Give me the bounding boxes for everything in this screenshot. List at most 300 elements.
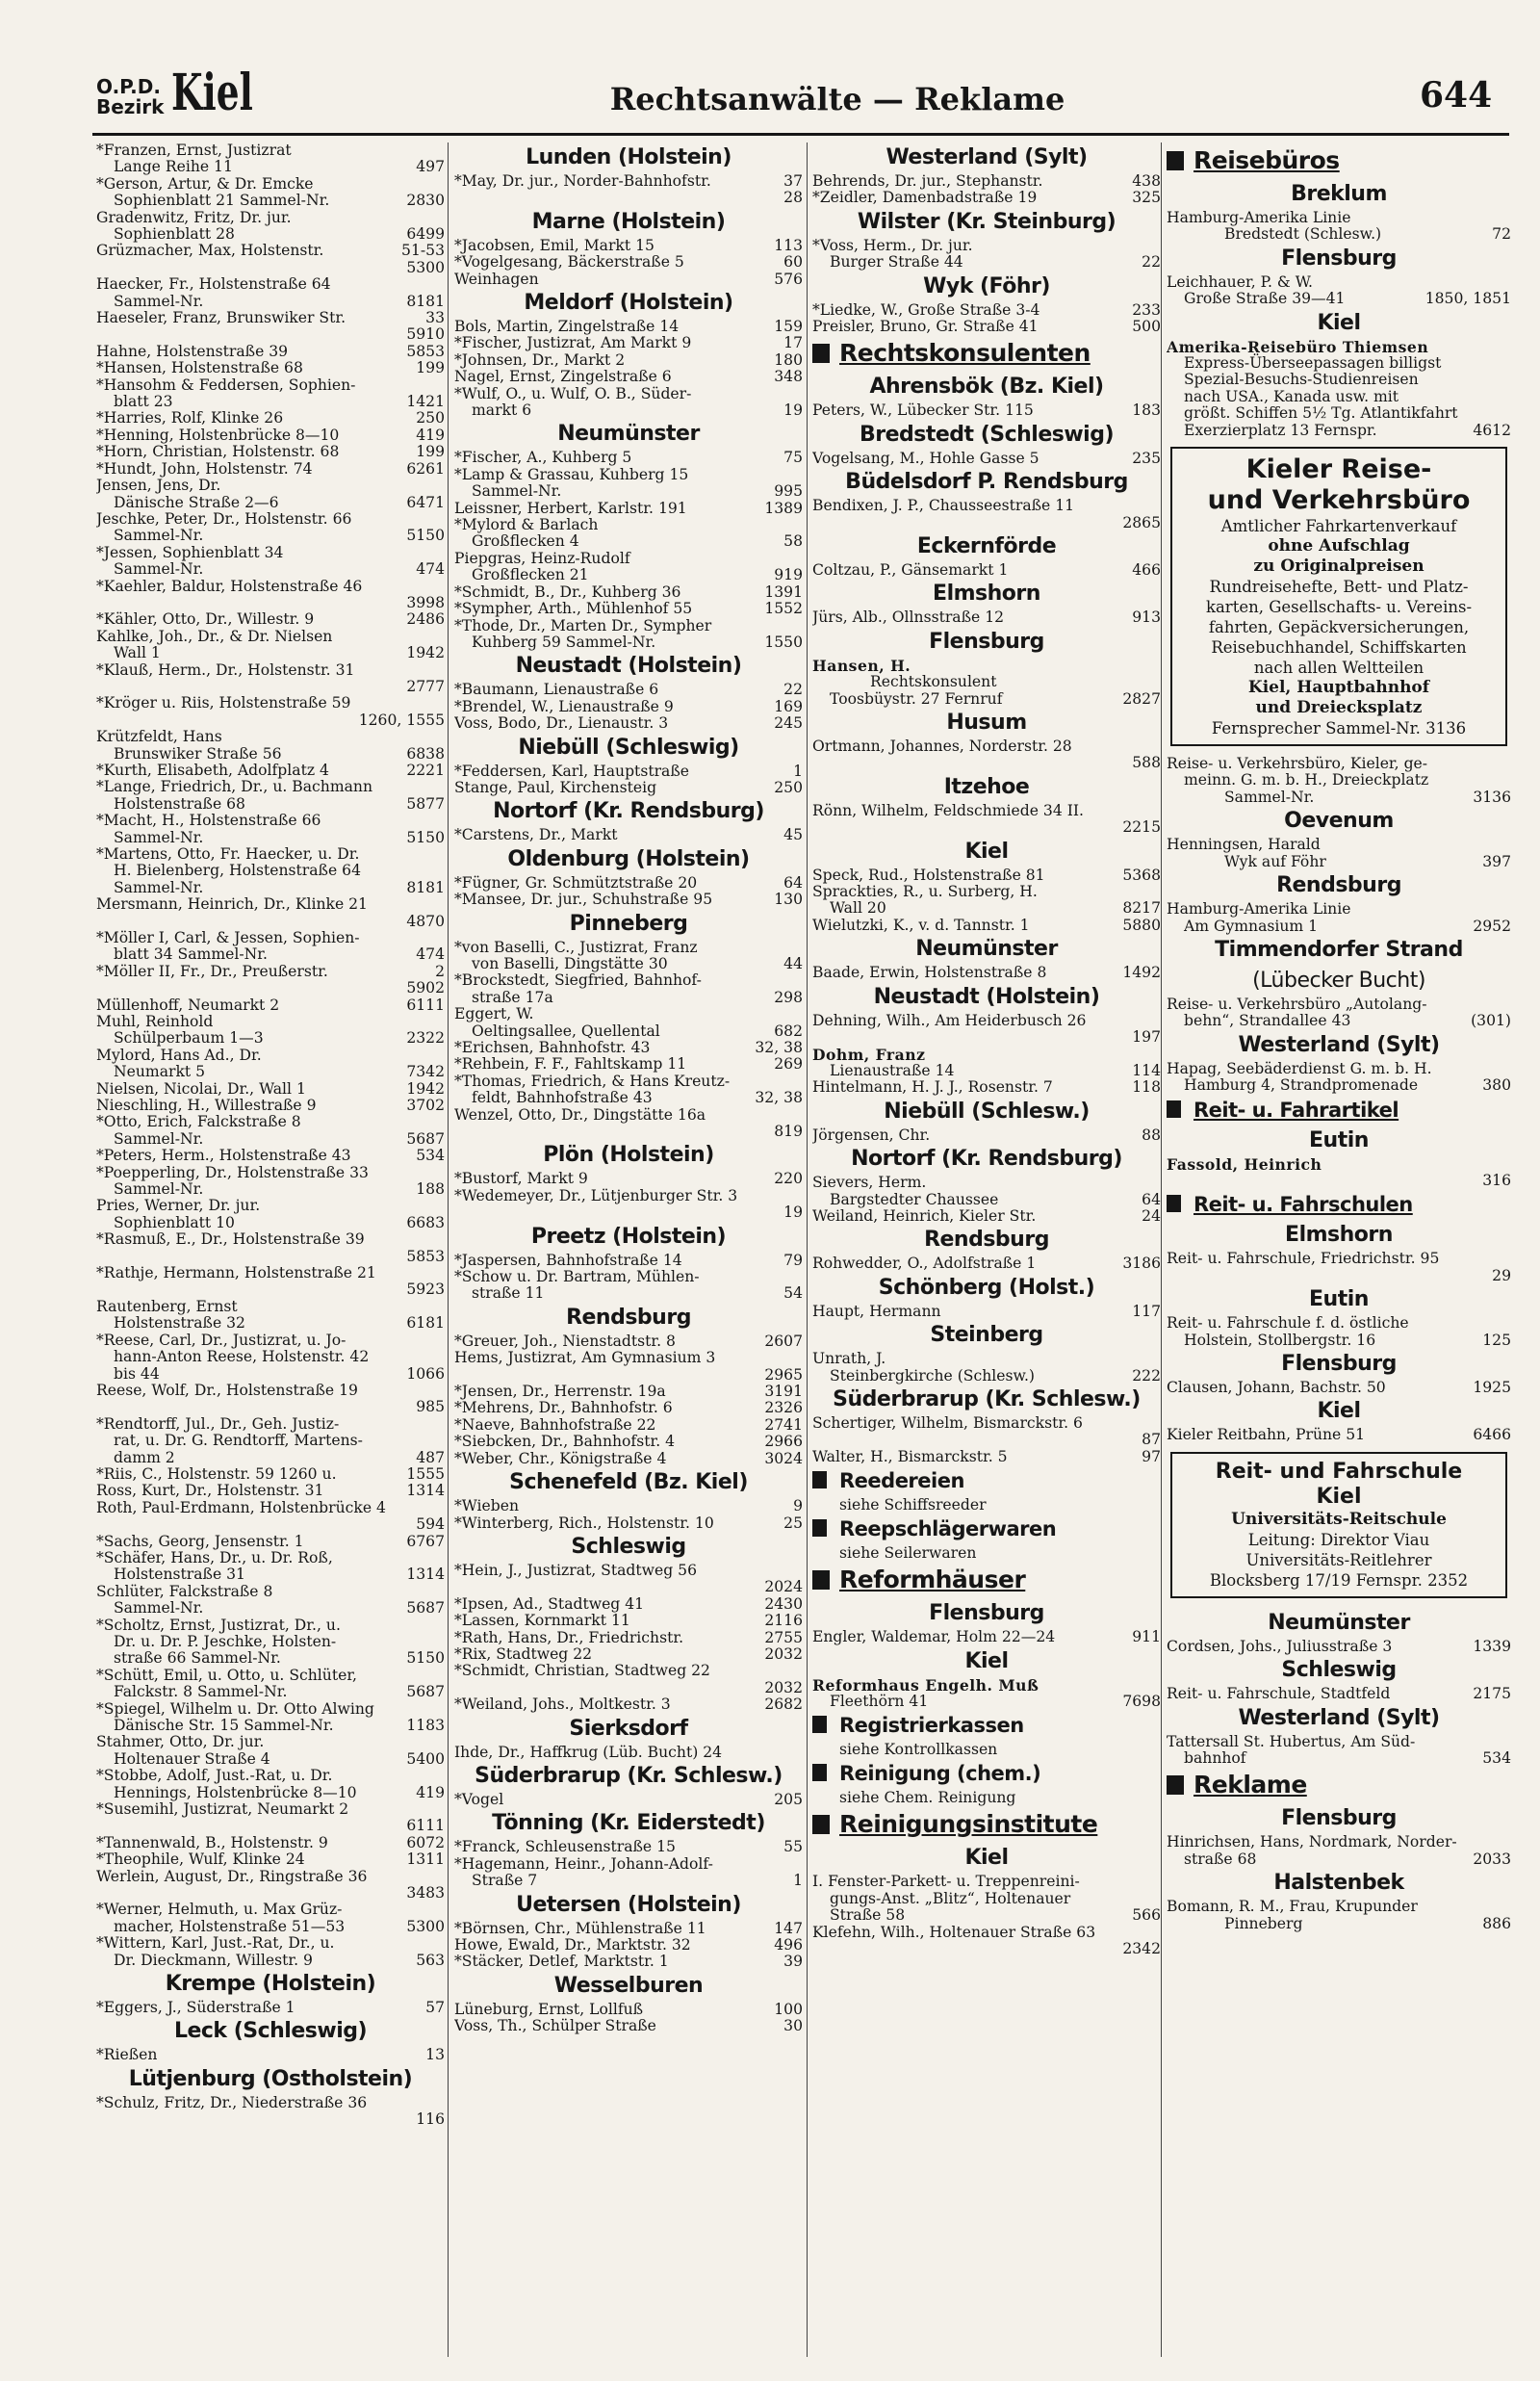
listing-entry xyxy=(812,1941,1161,1957)
listing-entry xyxy=(454,1417,803,1434)
entry-name: *Reese, Carl, Dr., Justizrat, u. Jo- xyxy=(96,1331,346,1349)
entry-phone: 7698 xyxy=(1122,1692,1161,1710)
listing-entry xyxy=(812,965,1161,981)
see-reference: siehe Seilerwaren xyxy=(839,1544,977,1563)
entry-name: von Baselli, Dingstätte 30 xyxy=(472,954,668,972)
town-name: Nortorf (Kr. Rendsburg) xyxy=(493,799,764,824)
entry-name: *Baumann, Lienaustraße 6 xyxy=(454,681,659,699)
town-heading xyxy=(454,419,803,450)
entry-name: macher, Holstenstraße 51—53 xyxy=(114,1917,346,1935)
town-heading xyxy=(454,1761,803,1792)
entry-phone: 188 xyxy=(416,1180,445,1199)
listing-entry xyxy=(454,780,803,796)
listing-entry xyxy=(96,1231,445,1248)
town-name: Schleswig xyxy=(1281,1658,1397,1683)
category-heading xyxy=(1167,142,1511,179)
listing-entry xyxy=(454,715,803,732)
entry-phone: 2682 xyxy=(764,1695,803,1714)
entry-name: *Susemihl, Justizrat, Neumarkt 2 xyxy=(96,1800,349,1819)
entry-name: feldt, Bahnhofstraße 43 xyxy=(472,1089,653,1107)
entry-name: Dohm, Franz xyxy=(812,1045,926,1064)
town-name: Plön (Holstein) xyxy=(543,1143,714,1168)
entry-name: Sammel-Nr. xyxy=(114,878,204,896)
entry-name: *Greuer, Joh., Nienstadtstr. 8 xyxy=(454,1332,676,1350)
listing-entry xyxy=(454,1204,803,1221)
listing-entry xyxy=(812,918,1161,934)
town-name: Uetersen (Holstein) xyxy=(516,1892,741,1917)
entry-phone: 118 xyxy=(1132,1078,1161,1097)
entry-name: rat, u. Dr. G. Rendtorff, Martens- xyxy=(114,1432,363,1450)
entry-name: *Poepperling, Dr., Holstenstraße 33 xyxy=(96,1163,369,1181)
town-name: Wyk (Föhr) xyxy=(923,273,1050,298)
listing-entry xyxy=(96,645,445,661)
listing-entry xyxy=(454,1107,803,1124)
ad-line: Rundreisehefte, Bett- und Platz- xyxy=(1209,578,1469,597)
entry-phone: 1942 xyxy=(406,644,445,662)
listing-entry xyxy=(454,875,803,892)
town-heading xyxy=(812,934,1161,965)
entry-name: *Ipsen, Ad., Stadtweg 41 xyxy=(454,1594,645,1613)
entry-phone: 250 xyxy=(774,778,803,796)
listing-entry xyxy=(454,1856,803,1873)
entry-name: *Möller I, Carl, & Jessen, Sophien- xyxy=(96,929,360,946)
town-heading xyxy=(454,1532,803,1563)
listing-entry xyxy=(812,609,1161,626)
entry-name: Haeseler, Franz, Brunswiker Str. xyxy=(96,309,346,327)
entry-name: Klefehn, Wilh., Holtenauer Straße 63 xyxy=(812,1923,1096,1941)
page-title: Rechtsanwälte — Reklame xyxy=(609,81,1065,117)
entry-name: Pries, Werner, Dr. jur. xyxy=(96,1197,261,1215)
entry-phone: 819 xyxy=(774,1123,803,1141)
entry-name: *Schmidt, Christian, Stadtweg 22 xyxy=(454,1662,710,1680)
entry-name: *Rath, Hans, Dr., Friedrichstr. xyxy=(454,1628,684,1646)
listing-entry xyxy=(96,1801,445,1818)
entry-name: *Brendel, W., Lienaustraße 9 xyxy=(454,697,674,715)
entry-name: *Rathje, Hermann, Holstenstraße 21 xyxy=(96,1264,376,1282)
entry-name: Sophienblatt 10 xyxy=(114,1213,235,1231)
entry-name: Dänische Str. 15 Sammel-Nr. xyxy=(114,1717,334,1735)
entry-phone: 1339 xyxy=(1473,1637,1511,1655)
entry-name: straße 11 xyxy=(472,1284,545,1303)
entry-phone: 269 xyxy=(774,1055,803,1074)
listing-entry xyxy=(812,674,1161,690)
entry-name: Jürs, Alb., Ollnsstraße 12 xyxy=(812,608,1005,627)
town-name: Süderbrarup (Kr. Schlesw.) xyxy=(475,1763,783,1788)
entry-phone: 1066 xyxy=(406,1364,445,1383)
entry-name: Sophienblatt 21 Sammel-Nr. xyxy=(114,192,330,210)
listing-entry xyxy=(454,1171,803,1187)
listing-entry xyxy=(454,1006,803,1022)
entry-name: I. Fenster-Parkett- u. Treppenreini- xyxy=(812,1873,1080,1891)
listing-entry xyxy=(812,1432,1161,1448)
entry-phone: 2033 xyxy=(1473,1850,1511,1868)
entry-name: Hems, Justizrat, Am Gymnasium 3 xyxy=(454,1349,716,1367)
entry-phone: 116 xyxy=(416,2110,445,2129)
listing-entry xyxy=(812,755,1161,771)
listing-entry xyxy=(454,1253,803,1269)
category-name: Reinigungsinstitute xyxy=(839,1810,1098,1839)
entry-name: Baade, Erwin, Holstenstraße 8 xyxy=(812,964,1047,982)
listing-entry xyxy=(812,1368,1161,1385)
entry-name: *Jessen, Sophienblatt 34 xyxy=(96,543,284,561)
listing-entry xyxy=(812,254,1161,271)
town-name: Neumünster xyxy=(1268,1610,1410,1635)
listing-entry xyxy=(96,427,445,444)
entry-phone: 588 xyxy=(1132,754,1161,772)
listing-entry xyxy=(96,1315,445,1332)
listing-entry xyxy=(454,386,803,402)
town-name: Timmendorfer Strand xyxy=(1215,937,1463,962)
entry-phone: 419 xyxy=(416,1783,445,1801)
listing-entry xyxy=(1167,1734,1511,1750)
entry-name: *Harries, Rolf, Klinke 26 xyxy=(96,409,284,427)
entry-name: Fassold, Heinrich xyxy=(1167,1154,1322,1174)
entry-phone: 28 xyxy=(783,189,803,207)
entry-phone: 5910 xyxy=(406,325,445,344)
entry-name: Holtenauer Straße 4 xyxy=(114,1749,270,1768)
listing-entry xyxy=(96,276,445,293)
entry-name: Bredstedt (Schlesw.) xyxy=(1224,225,1382,244)
entry-name: *Henning, Holstenbrücke 8—10 xyxy=(96,426,340,444)
entry-name: Sprackties, R., u. Surberg, H. xyxy=(812,883,1038,901)
entry-name: *Börnsen, Chr., Mühlenstraße 11 xyxy=(454,1919,706,1937)
entry-name: *Vogel xyxy=(454,1790,504,1808)
town-heading xyxy=(1167,806,1511,837)
town-heading xyxy=(1167,1284,1511,1315)
town-heading xyxy=(1167,966,1511,996)
entry-name: Coltzau, P., Gänsemarkt 1 xyxy=(812,561,1009,580)
listing-entry xyxy=(96,1148,445,1164)
entry-name: Exerzierplatz 13 Fernspr. xyxy=(1184,421,1377,439)
entry-name: *Stobbe, Adolf, Just.-Rat, u. Dr. xyxy=(96,1767,333,1785)
listing-entry xyxy=(96,1785,445,1801)
entry-name: *Lamp & Grassau, Kuhberg 15 xyxy=(454,465,689,483)
listing-entry xyxy=(96,1851,445,1868)
entry-phone: 6181 xyxy=(406,1314,445,1333)
entry-name: *Schäfer, Hans, Dr., u. Dr. Roß, xyxy=(96,1548,333,1566)
entry-phone: 8181 xyxy=(406,878,445,896)
town-heading xyxy=(96,2016,445,2047)
entry-name: Bendixen, J. P., Chausseestraße 11 xyxy=(812,497,1075,515)
town-name: Halstenbek xyxy=(1273,1871,1404,1896)
column-1 xyxy=(96,142,445,2357)
town-heading xyxy=(812,467,1161,498)
ad-line: Fernsprecher Sammel-Nr. 3136 xyxy=(1211,719,1467,738)
entry-phone: 2032 xyxy=(764,1644,803,1663)
listing-entry xyxy=(812,1192,1161,1208)
entry-phone: 125 xyxy=(1482,1331,1511,1349)
entry-name: *Sachs, Georg, Jensenstr. 1 xyxy=(96,1532,304,1550)
entry-phone: 534 xyxy=(416,1147,445,1165)
town-name: Schenefeld (Bz. Kiel) xyxy=(509,1470,748,1495)
town-heading xyxy=(812,1273,1161,1304)
listing-entry xyxy=(454,1873,803,1889)
entry-phone: 4870 xyxy=(406,912,445,930)
listing-entry xyxy=(454,1124,803,1140)
town-name: Oevenum xyxy=(1284,809,1394,834)
entry-name: bis 44 xyxy=(114,1364,160,1383)
listing-entry xyxy=(96,813,445,829)
town-name: Eckernförde xyxy=(916,534,1057,559)
entry-name: markt 6 xyxy=(472,401,532,420)
entry-phone: 33 xyxy=(425,309,445,327)
entry-name: Ortmann, Johannes, Norderstr. 28 xyxy=(812,738,1072,756)
entry-name: Bomann, R. M., Frau, Krupunder xyxy=(1167,1898,1418,1916)
entry-phone: 114 xyxy=(1132,1061,1161,1079)
listing-entry xyxy=(454,173,803,190)
town-heading xyxy=(1167,1220,1511,1251)
listing-entry xyxy=(1167,389,1511,405)
town-name: Schönberg (Holst.) xyxy=(878,1275,1095,1300)
entry-name: Weiland, Heinrich, Kieler Str. xyxy=(812,1206,1037,1225)
listing-entry xyxy=(454,1646,803,1663)
listing-entry xyxy=(96,193,445,209)
entry-phone: 199 xyxy=(416,359,445,377)
listing-entry xyxy=(454,1680,803,1696)
entry-phone: 245 xyxy=(774,714,803,733)
listing-entry xyxy=(96,695,445,712)
entry-phone: 117 xyxy=(1132,1302,1161,1320)
entry-name: *Fügner, Gr. Schmütztstraße 20 xyxy=(454,873,698,892)
listing-entry xyxy=(96,561,445,578)
town-name: Eutin xyxy=(1309,1127,1369,1152)
entry-name: *Kaehler, Baldur, Holstenstraße 46 xyxy=(96,577,363,595)
listing-entry xyxy=(96,1584,445,1600)
listing-entry xyxy=(1167,355,1511,372)
listing-entry xyxy=(96,1701,445,1718)
listing-entry xyxy=(812,1874,1161,1890)
entry-name: Wenzel, Otto, Dr., Dingstätte 16a xyxy=(454,1105,706,1124)
listing-entry xyxy=(454,1613,803,1629)
ad-title: Kiel xyxy=(1316,1484,1362,1509)
entry-phone: 19 xyxy=(783,1203,803,1222)
entry-name: Stange, Paul, Kirchensteig xyxy=(454,778,657,796)
listing-entry xyxy=(96,495,445,511)
listing-entry xyxy=(454,467,803,483)
entry-phone: 22 xyxy=(1142,253,1161,272)
listing-entry xyxy=(96,1048,445,1064)
listing-entry xyxy=(1167,1380,1511,1396)
listing-entry xyxy=(96,142,445,159)
entry-name: H. Bielenberg, Holstenstraße 64 xyxy=(114,862,361,880)
listing-entry xyxy=(96,1165,445,1181)
entry-name: Rautenberg, Ernst xyxy=(96,1297,238,1315)
entry-phone: 3024 xyxy=(764,1449,803,1467)
listing-entry xyxy=(812,738,1161,755)
entry-phone: 886 xyxy=(1482,1914,1511,1932)
town-heading xyxy=(812,627,1161,658)
town-heading xyxy=(812,1385,1161,1415)
town-name: Leck (Schleswig) xyxy=(173,2019,368,2044)
category-name: Reit- u. Fahrschulen xyxy=(1194,1193,1413,1217)
header-rule xyxy=(92,133,1509,136)
listing-entry xyxy=(454,1333,803,1350)
entry-phone: 1550 xyxy=(764,633,803,651)
entry-name: *Tannenwald, B., Holstenstr. 9 xyxy=(96,1833,328,1851)
entry-phone: 1 xyxy=(793,762,803,780)
entry-phone: 3136 xyxy=(1473,788,1511,806)
ad-line: Leitung: Direktor Viau xyxy=(1247,1530,1430,1549)
entry-name: *Otto, Erich, Falckstraße 8 xyxy=(96,1113,301,1131)
listing-entry xyxy=(1167,1061,1511,1077)
entry-phone: 32, 38 xyxy=(755,1039,803,1057)
entry-name: Reit- u. Fahrschule, Friedrichstr. 95 xyxy=(1167,1250,1440,1268)
entry-phone: 2024 xyxy=(764,1578,803,1596)
listing-entry xyxy=(812,1079,1161,1096)
town-name: Kiel xyxy=(964,1846,1009,1871)
entry-phone: 6466 xyxy=(1473,1426,1511,1444)
town-name: Niebüll (Schleswig) xyxy=(518,735,739,760)
page-number: 644 xyxy=(1420,75,1493,116)
entry-name: Speck, Rud., Holstenstraße 81 xyxy=(812,866,1045,884)
listing-entry xyxy=(454,1498,803,1514)
town-heading xyxy=(454,1303,803,1333)
town-name: Niebüll (Schlesw.) xyxy=(884,1099,1090,1124)
listing-entry xyxy=(812,1351,1161,1367)
entry-phone: 2865 xyxy=(1122,513,1161,531)
entry-name: *Feddersen, Karl, Hauptstraße xyxy=(454,762,689,780)
entry-phone: 2430 xyxy=(764,1594,803,1613)
listing-entry xyxy=(454,940,803,956)
entry-phone: 1389 xyxy=(764,499,803,517)
listing-entry xyxy=(1167,1333,1511,1349)
entry-phone: 5877 xyxy=(406,794,445,813)
entry-name: *Weiland, Johs., Moltkestr. 3 xyxy=(454,1695,671,1714)
entry-name: *Macht, H., Holstenstraße 66 xyxy=(96,812,321,830)
town-heading xyxy=(454,909,803,940)
entry-phone: 2322 xyxy=(406,1029,445,1048)
town-name: Kiel xyxy=(1317,310,1361,335)
entry-phone: 6072 xyxy=(406,1833,445,1851)
entry-name: Holstenstraße 31 xyxy=(114,1566,245,1584)
listing-entry xyxy=(96,896,445,913)
listing-entry xyxy=(454,1839,803,1855)
listing-entry xyxy=(96,846,445,863)
listing-entry xyxy=(454,1400,803,1416)
listing-entry xyxy=(454,1367,803,1384)
entry-name: Bargstedter Chaussee xyxy=(830,1190,999,1208)
entry-name: Jensen, Jens, Dr. xyxy=(96,477,221,495)
entry-name: Henningsen, Harald xyxy=(1167,836,1321,854)
category-name: Reedereien xyxy=(839,1469,964,1493)
entry-name: Nagel, Ernst, Zingelstraße 6 xyxy=(454,368,672,386)
entry-phone: 205 xyxy=(774,1790,803,1808)
listing-entry xyxy=(1167,756,1511,772)
ad-title: Reit- und Fahrschule xyxy=(1215,1459,1463,1484)
town-heading xyxy=(454,142,803,173)
town-heading xyxy=(812,1598,1161,1629)
listing-entry xyxy=(1167,291,1511,307)
town-name: Rendsburg xyxy=(1276,873,1401,898)
entry-phone: 58 xyxy=(783,532,803,551)
entry-phone: 88 xyxy=(1142,1126,1161,1144)
listing-entry xyxy=(1167,854,1511,870)
listing-entry xyxy=(96,579,445,595)
listing-entry xyxy=(454,1451,803,1467)
entry-name: Reit- u. Fahrschule f. d. östliche xyxy=(1167,1314,1409,1333)
entry-name: hann-Anton Reese, Holstenstr. 42 xyxy=(114,1348,370,1366)
entry-phone: 497 xyxy=(416,158,445,176)
listing-entry xyxy=(812,1304,1161,1320)
town-heading xyxy=(1167,244,1511,274)
entry-name: *Gerson, Artur, & Dr. Emcke xyxy=(96,174,314,193)
ad-line: Kiel, Hauptbahnhof xyxy=(1247,678,1430,698)
listing-entry xyxy=(96,1818,445,1834)
entry-name: *Weber, Chr., Königstraße 4 xyxy=(454,1449,667,1467)
entry-phone: 113 xyxy=(774,236,803,254)
listing-entry xyxy=(812,190,1161,206)
listing-entry xyxy=(96,1751,445,1768)
entry-name: Ihde, Dr., Haffkrug (Lüb. Bucht) 24 xyxy=(454,1743,723,1761)
entry-phone: 1925 xyxy=(1473,1378,1511,1396)
listing-entry xyxy=(96,980,445,996)
listing-entry xyxy=(96,1684,445,1700)
town-name: Lunden (Holstein) xyxy=(526,145,732,169)
listing-entry xyxy=(1167,274,1511,291)
entry-name: Sammel-Nr. xyxy=(472,482,562,501)
entry-phone: 5853 xyxy=(406,342,445,360)
see-reference: siehe Kontrollkassen xyxy=(839,1741,998,1759)
listing-entry xyxy=(1167,1013,1511,1029)
entry-name: *Lassen, Kornmarkt 11 xyxy=(454,1612,630,1630)
entry-name: Kahlke, Joh., Dr., & Dr. Nielsen xyxy=(96,627,333,645)
listing-entry xyxy=(96,796,445,813)
entry-name: Sammel-Nr. xyxy=(114,1180,204,1199)
listing-entry xyxy=(96,528,445,544)
column-4-part-a xyxy=(1167,142,1511,439)
column-divider xyxy=(807,142,808,2357)
entry-name: Sammel-Nr. xyxy=(114,560,204,579)
entry-name: *Wittern, Karl, Just.-Rat, Dr., u. xyxy=(96,1934,335,1953)
entry-name: Rönn, Wilhelm, Feldschmiede 34 II. xyxy=(812,801,1085,819)
entry-phone: 487 xyxy=(416,1448,445,1466)
listing-entry xyxy=(96,679,445,695)
entry-phone: 97 xyxy=(1142,1447,1161,1465)
entry-phone: 5300 xyxy=(406,258,445,276)
entry-name: *Franck, Schleusenstraße 15 xyxy=(454,1838,676,1856)
entry-name: *Wedemeyer, Dr., Lütjenburger Str. 3 xyxy=(454,1186,738,1204)
listing-entry xyxy=(812,1208,1161,1225)
town-heading xyxy=(454,1467,803,1498)
listing-entry xyxy=(454,1074,803,1090)
entry-name: Stahmer, Otto, Dr. jur. xyxy=(96,1733,265,1751)
entry-name: Großflecken 21 xyxy=(472,566,589,584)
town-heading xyxy=(1167,1349,1511,1380)
listing-entry xyxy=(96,226,445,243)
entry-name: *Hansohm & Feddersen, Sophien- xyxy=(96,375,356,394)
listing-entry xyxy=(96,880,445,896)
entry-name: Tattersall St. Hubertus, Am Süd- xyxy=(1167,1732,1416,1750)
listing-entry xyxy=(454,1023,803,1040)
listing-entry xyxy=(1167,423,1511,439)
entry-phone: 6683 xyxy=(406,1213,445,1231)
listing-entry xyxy=(454,1563,803,1579)
listing-entry xyxy=(454,1040,803,1056)
listing-entry xyxy=(454,584,803,601)
entry-phone: 2741 xyxy=(764,1415,803,1434)
entry-phone: 1421 xyxy=(406,393,445,411)
listing-entry xyxy=(96,1383,445,1399)
entry-name: Hennings, Holstenbrücke 8—10 xyxy=(114,1783,357,1801)
entry-phone: (301) xyxy=(1471,1012,1511,1030)
listing-entry xyxy=(96,545,445,561)
town-heading xyxy=(454,733,803,763)
listing-entry xyxy=(1167,789,1511,806)
entry-phone: 79 xyxy=(783,1251,803,1269)
entry-phone: 100 xyxy=(774,2000,803,2018)
listing-entry xyxy=(1167,226,1511,243)
entry-name: *Rix, Stadtweg 22 xyxy=(454,1644,593,1663)
